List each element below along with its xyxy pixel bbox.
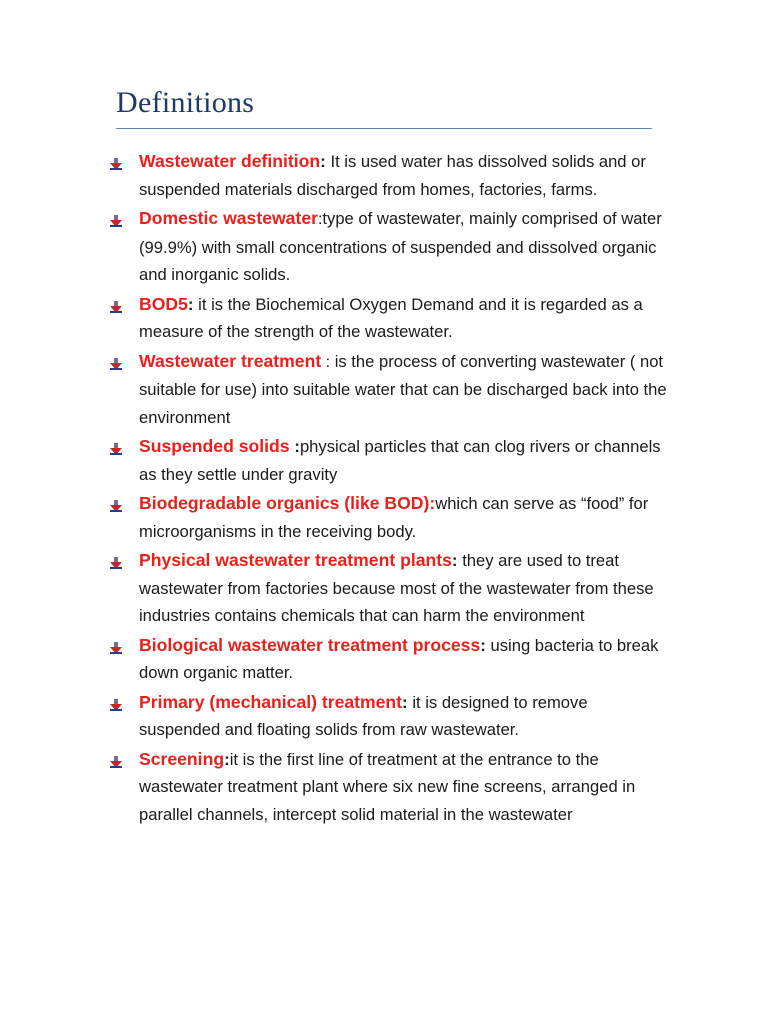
- definition-term: Wastewater treatment: [139, 350, 322, 371]
- definition-item: [110, 689, 670, 744]
- definition-text: is the process of converting wastewater ( not suitable for use) into suitable water that can be discharged back into the environment: [139, 351, 667, 427]
- definition-separator: :: [187, 294, 194, 314]
- definition-item: [110, 547, 670, 630]
- definition-term: Biological wastewater treatment process: [139, 634, 481, 655]
- definition-term: Suspended solids: [139, 436, 290, 456]
- definition-text: it is the first line of treatment at the entrance to the wastewater treatment plant where six new fine screens, arranged in parallel channels, intercept solid material in the wastewater: [139, 749, 636, 824]
- arrow-down-bullet-icon: [110, 642, 122, 654]
- definition-separator: :: [224, 749, 230, 769]
- definition-text: type of wastewater, mainly comprised of water (99.9%) with small concentrations of suspended and dissolved organic and inorganic solids.: [139, 209, 662, 284]
- definition-separator: :: [480, 635, 486, 655]
- arrow-down-bullet-icon: [110, 358, 122, 370]
- arrow-down-bullet-icon: [110, 443, 122, 455]
- definition-term: Biodegradable organics (like BOD):: [139, 493, 436, 513]
- definition-text: physical particles that can clog rivers or channels as they settle under gravity: [139, 437, 661, 484]
- definition-term: Physical wastewater treatment plants: [139, 550, 452, 570]
- definition-text: it is the Biochemical Oxygen Demand and it is regarded as a measure of the strength of the wastewater.: [139, 294, 643, 341]
- definition-term: Domestic wastewater: [139, 208, 318, 228]
- title-underline: [116, 128, 652, 129]
- definition-item: [110, 291, 670, 346]
- definition-separator: :: [321, 353, 331, 371]
- definition-item: [110, 632, 670, 687]
- definition-term: Screening: [139, 748, 225, 769]
- definition-item: [110, 348, 670, 432]
- definition-text: It is used water has dissolved solids and or suspended materials discharged from homes, factories, farms.: [139, 152, 646, 199]
- definition-item: [110, 746, 670, 829]
- definition-term: Wastewater definition: [139, 151, 321, 171]
- arrow-down-bullet-icon: [110, 500, 122, 512]
- page-title: Definitions: [116, 86, 255, 119]
- arrow-down-bullet-icon: [110, 756, 122, 768]
- definition-separator: :: [402, 692, 408, 712]
- arrow-down-bullet-icon: [110, 557, 122, 569]
- definition-term: Primary (mechanical) treatment: [139, 691, 403, 712]
- definition-text: which can serve as “food” for microorganisms in the receiving body.: [139, 494, 649, 541]
- definition-separator: :: [317, 211, 323, 228]
- definition-text: it is designed to remove suspended and floating solids from raw wastewater.: [139, 692, 588, 739]
- arrow-down-bullet-icon: [110, 699, 122, 711]
- definition-item: [110, 433, 670, 488]
- arrow-down-bullet-icon: [110, 301, 122, 313]
- definition-text: they are used to treat wastewater from factories because most of the wastewater from these industries contains chemicals that can harm the environment: [139, 551, 654, 625]
- definition-item: [110, 148, 670, 203]
- definition-separator: :: [289, 437, 300, 456]
- definition-item: [110, 490, 670, 545]
- definition-separator: :: [451, 551, 458, 570]
- definitions-list: [110, 148, 670, 830]
- definition-item: [110, 205, 670, 289]
- definition-separator: :: [320, 152, 326, 171]
- definition-text: using bacteria to break down organic matter.: [139, 635, 659, 682]
- definition-term: BOD5: [139, 293, 188, 314]
- arrow-down-bullet-icon: [110, 215, 122, 227]
- arrow-down-bullet-icon: [110, 158, 122, 170]
